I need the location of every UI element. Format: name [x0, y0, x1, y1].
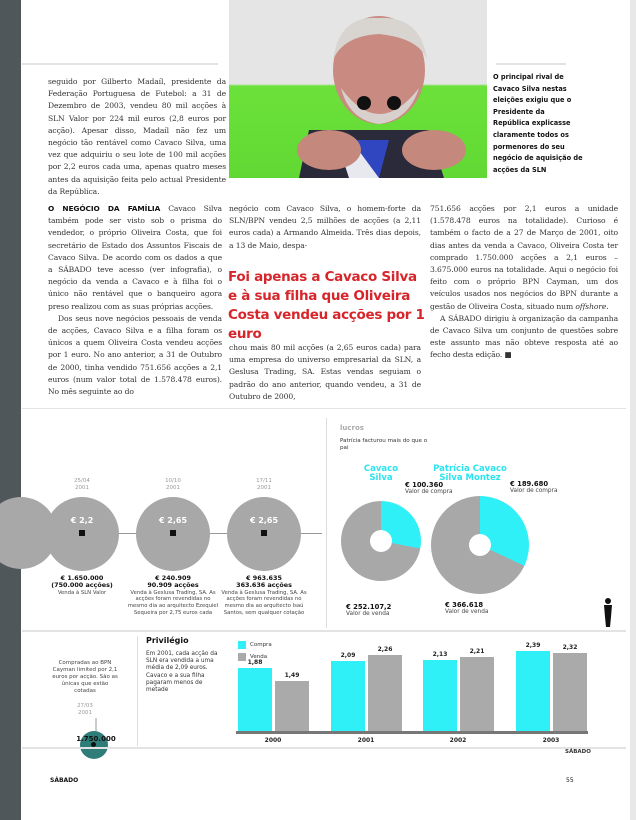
bar-compra-2001: [331, 661, 365, 732]
legend-swatch-compra: [238, 641, 246, 649]
sale-shares: 90.909 acções: [147, 581, 199, 590]
sell-label: Valor de venda: [346, 611, 390, 617]
infographic-rule: [22, 408, 626, 409]
buy-label: Valor de compra: [510, 488, 558, 494]
divider: [137, 636, 138, 746]
bar-compra-2000: [238, 668, 272, 732]
sell-value: € 252.107,2: [346, 603, 392, 611]
article-intro: seguido por Gilberto Madaíl, presidente da Federação Portuguesa de Futebol: a 31 de Dezembro de 2003, vendeu 80 mil acções à SLN Valor por 224 mil euros (2,8 euros por acção). Apesar disso, Madaíl não fez um negócio tão rentável como Cavaco Silva, uma vez que adquiriu o seu lote de 100 mil acções por 2,2 euros cada uma, apenas quatro meses antes da aquisição feita pelo actual Presidente da República.: [48, 77, 226, 196]
sale-price: € 2,65: [249, 516, 279, 525]
sale-date: 25/04 2001: [74, 478, 90, 491]
bar-value-label: 1,49: [284, 672, 300, 680]
donut-sell: [346, 604, 416, 618]
article-col-2-top: negócio com Cavaco Silva, o homem-forte da SLN/BPN vendeu 2,5 milhões de acções (a 2,11 euros cada) a Armando Almeida. Três dias depois, a 13 de Maio, despa-: [229, 204, 421, 250]
buy-label: Valor de compra: [405, 489, 453, 495]
footer-brand: SÁBADO: [50, 777, 79, 784]
bar-venda-2003: [553, 653, 587, 732]
timeline-dot: [170, 530, 176, 536]
article-col-1: [48, 203, 222, 398]
sale-label: [216, 575, 312, 616]
lucros-title: lucros: [340, 424, 364, 432]
speaker-photo: [229, 0, 487, 178]
sale-note: Venda à Geslusa Trading, SA. As acções foram revendidas no mesmo dia ao arquitecto Ezequiel Sequeira por 2,75 euros cada: [127, 589, 219, 616]
sale-shares: (750.000 acções): [51, 581, 113, 590]
page-number: 55: [566, 777, 574, 784]
donut-hole: [469, 534, 491, 556]
sale-date: 17/11 2001: [256, 478, 272, 491]
buy-value: € 100.360: [405, 481, 444, 489]
person-silhouette-icon: [600, 597, 616, 627]
year-label: 2002: [449, 737, 467, 744]
privilegio-text: Em 2001, cada acção da SLN era vendida a uma média de 2,09 euros. Cavaco e a sua filha pagaram menos de metade: [146, 651, 218, 694]
donut-sell: [445, 602, 515, 616]
divider: [326, 418, 327, 628]
bar-value-label: 2,21: [469, 647, 485, 655]
sale-total: € 963.635: [246, 574, 282, 582]
bar-compra-2002: [423, 660, 457, 732]
paragraph: Dos seus nove negócios pessoais de venda de acções, Cavaco Silva e a filha foram os únicos a quem Oliveira Costa vendeu acções por 1 euro. No ano anterior, a 31 de Outubro de 2000, tinha vendido 751.656 acções a 2,1 euros (num valor total de 1.578.478 euros). No mês seguinte ao do: [48, 313, 222, 397]
top-rule-right: [496, 63, 566, 65]
purchase-shares: 1.750.000: [76, 735, 116, 743]
purchase-note: Compradas ao BPN Cayman limited por 2,1 euros por acção. São as únicas que estão cotadas: [52, 660, 118, 694]
buy-value: € 189.680: [510, 480, 549, 488]
sale-price: € 2,65: [158, 516, 188, 525]
sale-note: Venda à SLN Valor: [57, 589, 107, 596]
paragraph: 751.656 acções por 2,1 euros a unidade (1.578.478 euros na totalidade). Curioso é também o facto de a 27 de Março de 2001, oito dias antes da venda a Cavaco, Oliveira Costa ter comprado 1.750.000 acções a 2,1 euros – 3.675.000 euros na totalidade. Aqui o negócio foi feito com o próprio BPN Cayman, um dos veículos usados nos negócios do BPN durante a gestão de Oliveira Costa, situado num: [430, 204, 618, 311]
legend-label: Venda: [250, 654, 268, 660]
bar-value-label: 2,32: [562, 644, 578, 652]
donut-buy: [405, 482, 465, 496]
sale-date: 10/10 2001: [165, 478, 181, 491]
bar-compra-2003: [516, 651, 550, 732]
top-rule: [22, 63, 218, 65]
chart-rule: [22, 747, 626, 749]
sell-value: € 366.618: [445, 601, 484, 609]
year-label: 2003: [542, 737, 560, 744]
sale-price: € 2,2: [70, 516, 94, 525]
year-label: 2001: [357, 737, 375, 744]
sell-label: Valor de venda: [445, 609, 489, 615]
scan-border-right: [630, 0, 636, 820]
donut-buy: [510, 481, 570, 495]
sale-note: Venda à Geslusa Trading, SA. As acções foram revendidas no mesmo dia ao arquitecto Isaú Santos, sem qualquer cotação: [221, 589, 307, 616]
timeline-dot: [79, 530, 85, 536]
offshore-term: offshore: [575, 301, 607, 311]
infographic-source: SÁBADO: [565, 749, 591, 755]
privilegio-title: Privilégio: [146, 636, 189, 645]
sale-label: [34, 575, 130, 596]
lucros-subtitle: Patrícia facturou mais do que o pai: [340, 438, 428, 452]
chart-baseline: [236, 731, 588, 734]
photo-caption: O principal rival de Cavaco Silva nestas eleições exigiu que o Presidente da República explicasse claramente todos os pormenores do seu negócio de aquisição de acções da SLN: [493, 73, 583, 174]
paragraph: A SÁBADO dirigiu à organização da campanha de Cavaco Silva um conjunto de questões sobre este assunto mas não obteve resposta até ao fecho desta edição. ■: [430, 313, 618, 360]
article-col-2-bottom: chou mais 80 mil acções (a 2,65 euros cada) para uma empresa do universo empresarial da SLN, a Geslusa Trading, SA. Estas vendas seguiam o padrão do ano anterior, quando vendeu, a 31 de Outubro de 2000,: [229, 343, 421, 401]
bar-value-label: 2,09: [340, 651, 356, 659]
bar-venda-2000: [275, 681, 309, 732]
donut-hole: [370, 530, 392, 552]
scan-border: [0, 0, 21, 820]
sale-shares: 363.636 acções: [236, 581, 292, 590]
donut-name: Cavaco Silva: [363, 464, 399, 483]
bar-value-label: 2,13: [432, 650, 448, 658]
article-col-3: 751.656 acções por 2,1 euros a unidade (1.578.478 euros na totalidade). Curioso é também o facto de a 27 de Março de 2001, oito dias antes da venda a Cavaco, Oliveira Costa ter comprado 1.750.000 acções a 2,1 euros – 3.675.000 euros na totalidade. Aqui o negócio foi feito com o próprio BPN Cayman, um dos veículos usados nos negócios do BPN durante a gestão de Oliveira Costa, situado num offshore. A SÁBADO dirigiu à organização da campanha de Cavaco Silva um conjunto de questões sobre este assunto mas não obteve resposta até ao fecho desta edição. ■: [430, 203, 618, 362]
year-label: 2000: [264, 737, 282, 744]
timeline-dot: [261, 530, 267, 536]
bar-venda-2001: [368, 655, 402, 732]
donut-name: Patrícia Cavaco Silva Montez: [433, 464, 507, 483]
photo: [229, 0, 487, 178]
headline: Foi apenas a Cavaco Silva e à sua filha que Oliveira Costa vendeu acções por 1 euro: [228, 269, 425, 342]
sale-total: € 240.909: [155, 574, 191, 582]
section-lead: O NEGÓCIO DA FAMÍLIA: [48, 204, 161, 213]
sale-total: € 1.650.000: [60, 574, 104, 582]
purchase-date: 27/03 2001: [77, 703, 93, 716]
sale-label: [125, 575, 221, 616]
bar-value-label: 1,88: [247, 659, 263, 667]
paragraph: Cavaco Silva também pode ser visto sob o prisma do vendedor, o próprio Oliveira Costa, que foi secretário de Estado dos Assuntos Fiscais de Cavaco Silva. De acordo com os dados a que a SÁBADO teve acesso (ver infografia), o negócio da venda a Cavaco e à filha foi o único não rentável que o banqueiro agora preso realizou com as suas próprias acções.: [48, 204, 222, 311]
bar-value-label: 2,39: [525, 641, 541, 649]
purchase-connector: [95, 718, 97, 732]
section-rule: [22, 630, 626, 632]
legend-label: Compra: [250, 642, 272, 648]
bar-venda-2002: [460, 657, 494, 732]
bar-value-label: 2,26: [377, 646, 393, 654]
